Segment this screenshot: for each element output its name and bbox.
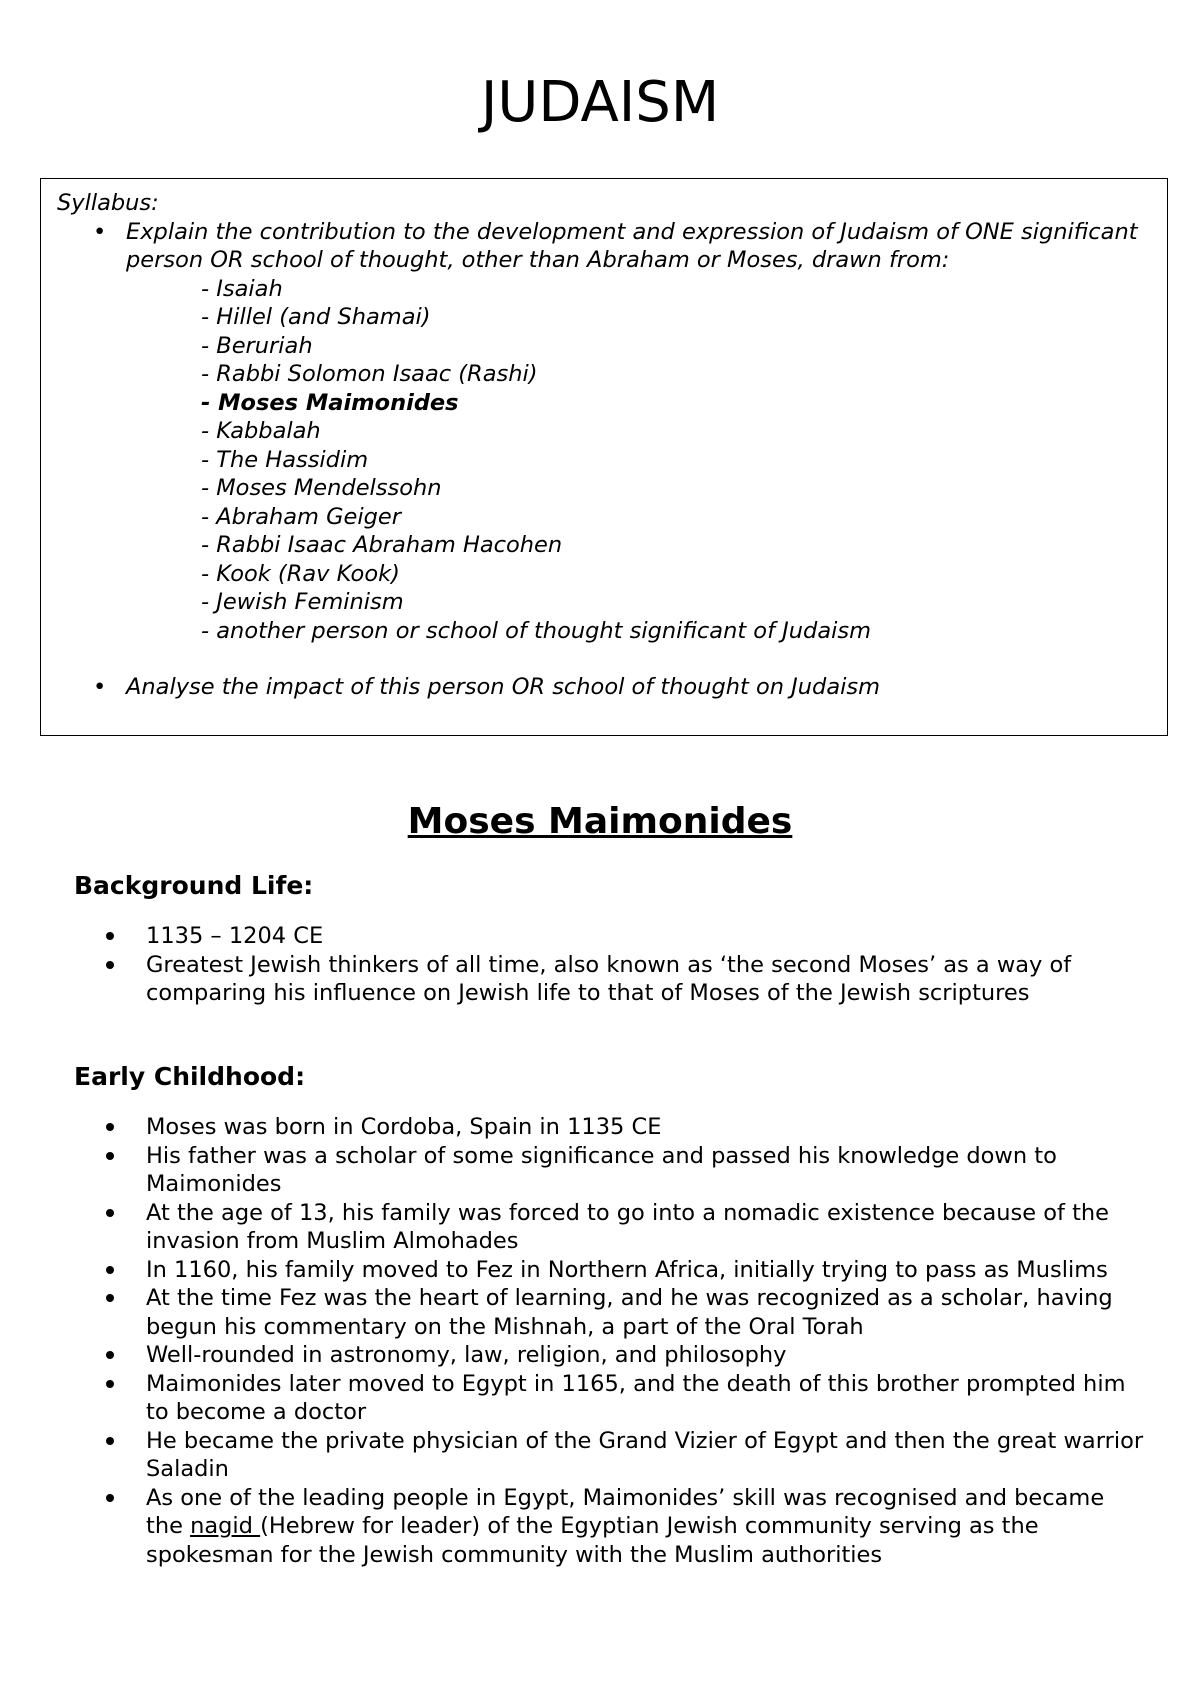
syllabus-option: - Beruriah bbox=[201, 332, 313, 359]
bullet-icon bbox=[106, 1380, 114, 1388]
syllabus-option: - Isaiah bbox=[201, 275, 283, 302]
subheading: Background Life: bbox=[74, 871, 314, 900]
nagid-term: nagid bbox=[190, 1513, 261, 1539]
bullet-icon bbox=[106, 1437, 114, 1445]
syllabus-option-selected: - Moses Maimonides bbox=[201, 389, 459, 416]
syllabus-option: - Abraham Geiger bbox=[201, 503, 402, 530]
page-title: JUDAISM bbox=[480, 70, 720, 135]
list-item: At the time Fez was the heart of learning, and he was recognized as a scholar, having begun his commentary on the Mishnah, a part of the Oral Torah bbox=[74, 1284, 1144, 1341]
bullet-icon bbox=[106, 1294, 114, 1302]
bullet-list bbox=[74, 922, 1144, 1008]
bullet-icon bbox=[106, 1494, 114, 1502]
list-item: In 1160, his family moved to Fez in Northern Africa, initially trying to pass as Muslims bbox=[74, 1256, 1144, 1285]
bullet-icon bbox=[106, 1152, 114, 1160]
list-item: Well-rounded in astronomy, law, religion, and philosophy bbox=[74, 1341, 1144, 1370]
syllabus-option: - Jewish Feminism bbox=[201, 589, 404, 615]
syllabus-bullet-text: Explain the contribution to the development and expression of Judaism of ONE significant person OR school of thought, other than Abraham or Moses, drawn from: bbox=[126, 218, 1138, 273]
syllabus-bullet-text: Analyse the impact of this person OR school of thought on Judaism bbox=[126, 674, 880, 700]
list-item: Maimonides later moved to Egypt in 1165, and the death of this brother prompted him to become a doctor bbox=[74, 1370, 1144, 1427]
childhood-section bbox=[74, 1061, 1144, 1569]
syllabus-option: - Kabbalah bbox=[201, 418, 321, 444]
bullet-icon bbox=[106, 932, 114, 940]
syllabus-options bbox=[55, 275, 1153, 646]
bullet-icon: • bbox=[93, 674, 107, 700]
bullet-icon bbox=[106, 961, 114, 969]
list-item: His father was a scholar of some significance and passed his knowledge down to Maimonides bbox=[74, 1142, 1144, 1199]
syllabus-option: - another person or school of thought significant of Judaism bbox=[201, 617, 872, 644]
syllabus-option: - Rabbi Solomon Isaac (Rashi) bbox=[201, 361, 538, 387]
section-heading: Moses Maimonides bbox=[407, 801, 793, 842]
list-item: Moses was born in Cordoba, Spain in 1135 CE bbox=[74, 1113, 1144, 1142]
list-item: Greatest Jewish thinkers of all time, also known as ‘the second Moses’ as a way of comparing his influence on Jewish life to that of Moses of the Jewish scriptures bbox=[74, 951, 1144, 1008]
bullet-icon bbox=[106, 1209, 114, 1217]
syllabus-box bbox=[40, 178, 1168, 736]
syllabus-option: - Rabbi Isaac Abraham Hacohen bbox=[201, 532, 563, 558]
list-item: At the age of 13, his family was forced to go into a nomadic existence because of the invasion from Muslim Almohades bbox=[74, 1199, 1144, 1256]
syllabus-option: - Hillel (and Shamai) bbox=[201, 304, 431, 330]
subheading: Early Childhood: bbox=[74, 1062, 306, 1091]
bullet-icon bbox=[106, 1351, 114, 1359]
syllabus-label: Syllabus: bbox=[57, 190, 159, 216]
list-item: As one of the leading people in Egypt, Maimonides’ skill was recognised and became the nagid (Hebrew for leader) of the Egyptian Jewish community serving as the spokesman for the Jewish community with the Muslim authorities bbox=[74, 1484, 1144, 1570]
bullet-icon bbox=[106, 1123, 114, 1131]
background-section bbox=[74, 870, 1144, 1008]
bullet-list bbox=[74, 1113, 1144, 1569]
syllabus-option: - Moses Mendelssohn bbox=[201, 475, 442, 501]
bullet-icon: • bbox=[93, 218, 107, 245]
list-item: 1135 – 1204 CE bbox=[74, 922, 1144, 951]
syllabus-option: - Kook (Rav Kook) bbox=[201, 560, 400, 587]
syllabus-bullet bbox=[55, 673, 1153, 702]
syllabus-option: - The Hassidim bbox=[201, 446, 369, 473]
list-item: He became the private physician of the Grand Vizier of Egypt and then the great warrior Saladin bbox=[74, 1427, 1144, 1484]
syllabus-bullet bbox=[55, 218, 1153, 275]
bullet-icon bbox=[106, 1266, 114, 1274]
